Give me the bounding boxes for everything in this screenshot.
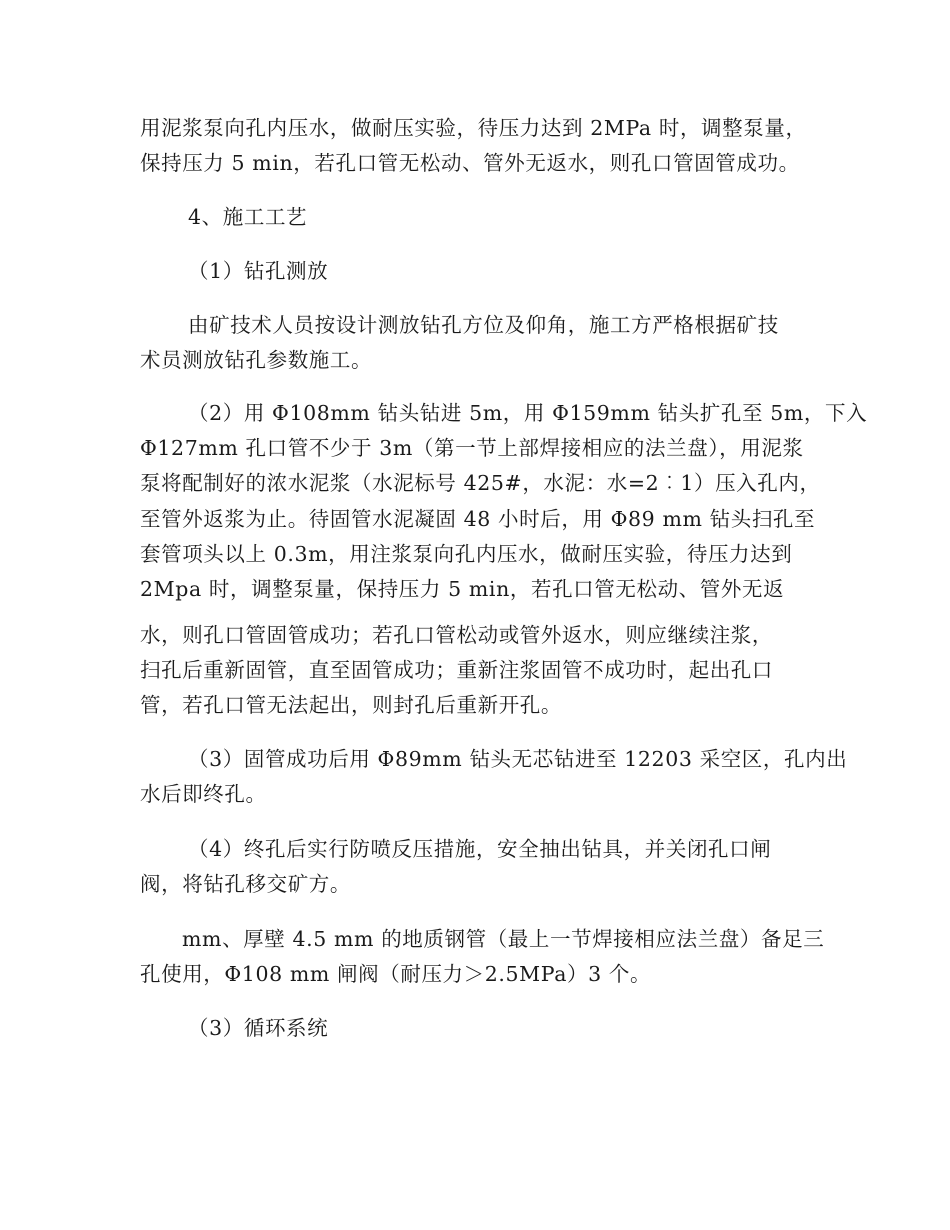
text-line: mm、厚壁 4.5 mm 的地质钢管（最上一节焊接相应法兰盘）备足三 bbox=[182, 927, 825, 951]
text-line: Φ127mm 孔口管不少于 3m（第一节上部焊接相应的法兰盘），用泥浆 bbox=[140, 436, 804, 460]
text-line: 阀，将钻孔移交矿方。 bbox=[140, 872, 351, 896]
text-line: 泵将配制好的浓水泥浆（水泥标号 425#，水泥：水=2︰1）压入孔内， bbox=[140, 471, 821, 495]
text-line: 管，若孔口管无法起出，则封孔后重新开孔。 bbox=[140, 693, 562, 717]
text-line: 2Mpa 时，调整泵量，保持压力 5 min，若孔口管无松动、管外无返 bbox=[140, 577, 785, 601]
text-line: （4）终孔后实行防喷反压措施，安全抽出钻具，并关闭孔口闸 bbox=[188, 837, 772, 861]
text-line: 保持压力 5 min，若孔口管无松动、管外无返水，则孔口管固管成功。 bbox=[140, 151, 800, 175]
text-line: （2）用 Φ108mm 钻头钻进 5m，用 Φ159mm 钻头扩孔至 5m，下入 bbox=[188, 401, 868, 425]
text-line: 扫孔后重新固管，直至固管成功；重新注浆固管不成功时，起出孔口 bbox=[140, 658, 773, 682]
text-line: 孔使用，Φ108 mm 闸阀（耐压力＞2.5MPa）3 个。 bbox=[140, 962, 652, 986]
text-line: 用泥浆泵向孔内压水，做耐压实验，待压力达到 2MPa 时，调整泵量， bbox=[140, 116, 807, 140]
text-line: 由矿技术人员按设计测放钻孔方位及仰角，施工方严格根据矿技 bbox=[188, 313, 779, 337]
subsection-heading: （1）钻孔测放 bbox=[188, 259, 329, 283]
text-line: 水，则孔口管固管成功；若孔口管松动或管外返水，则应继续注浆， bbox=[140, 623, 773, 647]
text-line: 至管外返浆为止。待固管水泥凝固 48 小时后，用 Φ89 mm 钻头扫孔至 bbox=[140, 507, 816, 531]
section-heading: 4、施工工艺 bbox=[188, 205, 308, 229]
subsection-heading: （3）循环系统 bbox=[188, 1016, 329, 1040]
text-line: （3）固管成功后用 Φ89mm 钻头无芯钻进至 12203 采空区，孔内出 bbox=[188, 747, 848, 771]
text-line: 套管项头以上 0.3m，用注浆泵向孔内压水，做耐压实验，待压力达到 bbox=[140, 542, 793, 566]
text-line: 水后即终孔。 bbox=[140, 782, 267, 806]
text-line: 术员测放钻孔参数施工。 bbox=[140, 348, 373, 372]
